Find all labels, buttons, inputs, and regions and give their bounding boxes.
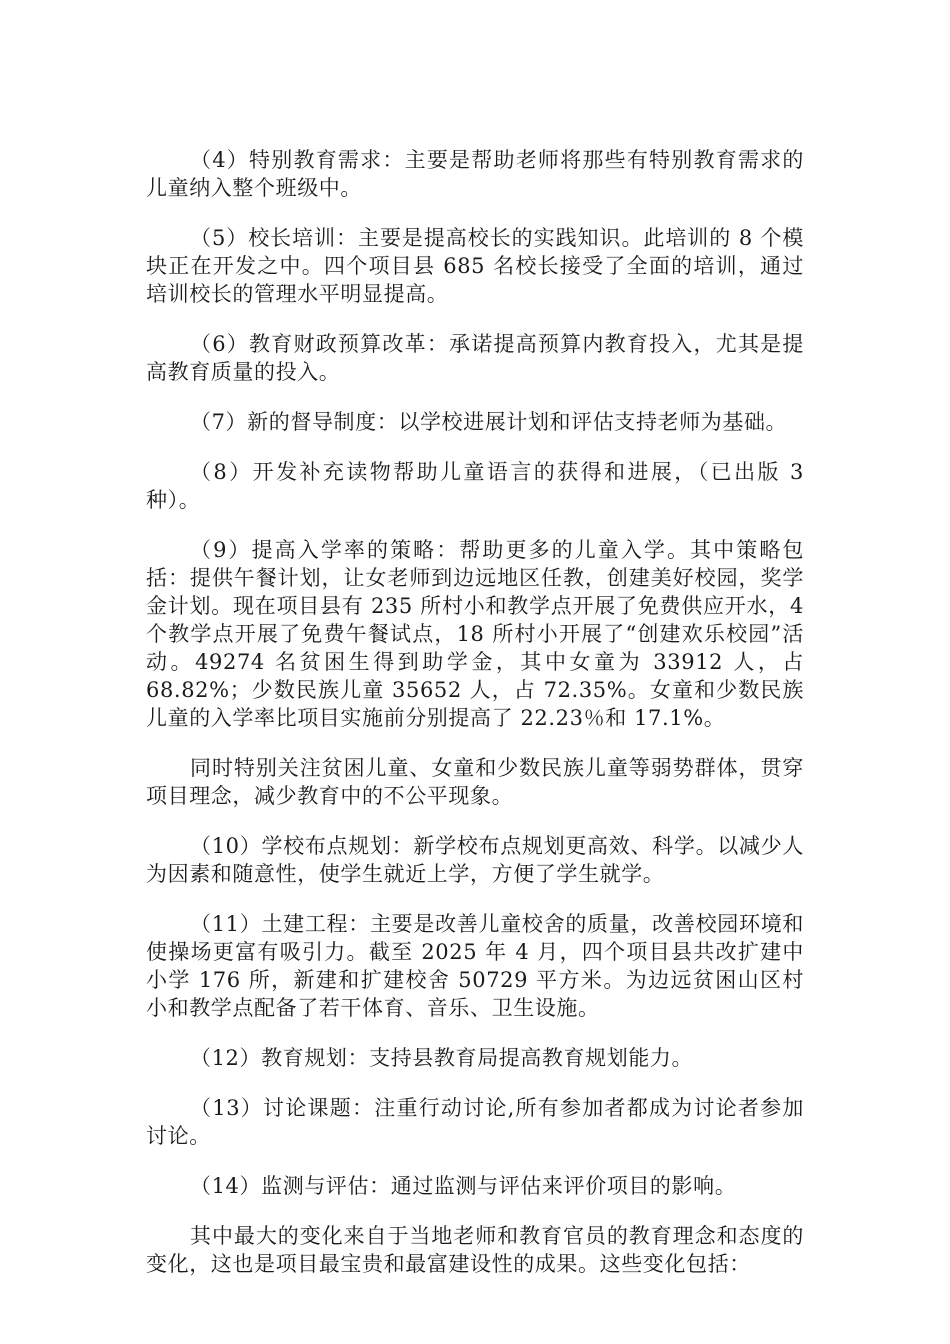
document-body bbox=[146, 146, 804, 1300]
paragraph-enrollment-strategy: （9）提高入学率的策略：帮助更多的儿童入学。其中策略包括：提供午餐计划，让女老师到边远地区任教，创建美好校园，奖学金计划。现在项目县有 235 所村小和教学点开展了免费供应开水，4 个教学点开展了免费午餐试点，18 所村小开展了“创建欢乐校园”活动。49274 名贫困生得到助学金，其中女童为 33912 人，占 68.82%；少数民族儿童 35652 人，占 72.35%。女童和少数民族儿童的入学率比项目实施前分别提高了 22.23％和 17.1%。 bbox=[146, 538, 804, 730]
paragraph-special-education-needs: （4）特别教育需求：主要是帮助老师将那些有特别教育需求的儿童纳入整个班级中。 bbox=[146, 148, 804, 200]
paragraph-monitoring-evaluation: （14）监测与评估：通过监测与评估来评价项目的影响。 bbox=[190, 1174, 737, 1198]
paragraph-finance-budget-reform: （6）教育财政预算改革：承诺提高预算内教育投入，尤其是提高教育质量的投入。 bbox=[146, 332, 804, 384]
paragraph-principal-training: （5）校长培训：主要是提高校长的实践知识。此培训的 8 个模块正在开发之中。四个项目县 685 名校长接受了全面的培训，通过培训校长的管理水平明显提高。 bbox=[146, 226, 804, 306]
paragraph-supervision-system: （7）新的督导制度：以学校进展计划和评估支持老师为基础。 bbox=[190, 410, 788, 434]
paragraph-biggest-change: 其中最大的变化来自于当地老师和教育官员的教育理念和态度的变化，这也是项目最宝贵和最富建设性的成果。这些变化包括： bbox=[146, 1224, 804, 1276]
paragraph-education-planning: （12）教育规划：支持县教育局提高教育规划能力。 bbox=[190, 1046, 694, 1070]
paragraph-supplementary-readers: （8）开发补充读物帮助儿童语言的获得和进展，（已出版 3 种）。 bbox=[146, 460, 804, 512]
paragraph-school-layout-planning: （10）学校布点规划：新学校布点规划更高效、科学。以减少人为因素和随意性，使学生就近上学，方便了学生就学。 bbox=[146, 834, 804, 886]
paragraph-discussion-topics: （13）讨论课题：注重行动讨论,所有参加者都成为讨论者参加讨论。 bbox=[146, 1096, 804, 1148]
paragraph-construction-works: （11）土建工程：主要是改善儿童校舍的质量，改善校园环境和使操场更富有吸引力。截至 2025 年 4 月，四个项目县共改扩建中小学 176 所，新建和扩建校舍 50729 平方米。为边远贫困山区村小和教学点配备了若干体育、音乐、卫生设施。 bbox=[146, 912, 804, 1020]
paragraph-vulnerable-groups: 同时特别关注贫困儿童、女童和少数民族儿童等弱势群体，贯穿项目理念，减少教育中的不公平现象。 bbox=[146, 756, 804, 808]
